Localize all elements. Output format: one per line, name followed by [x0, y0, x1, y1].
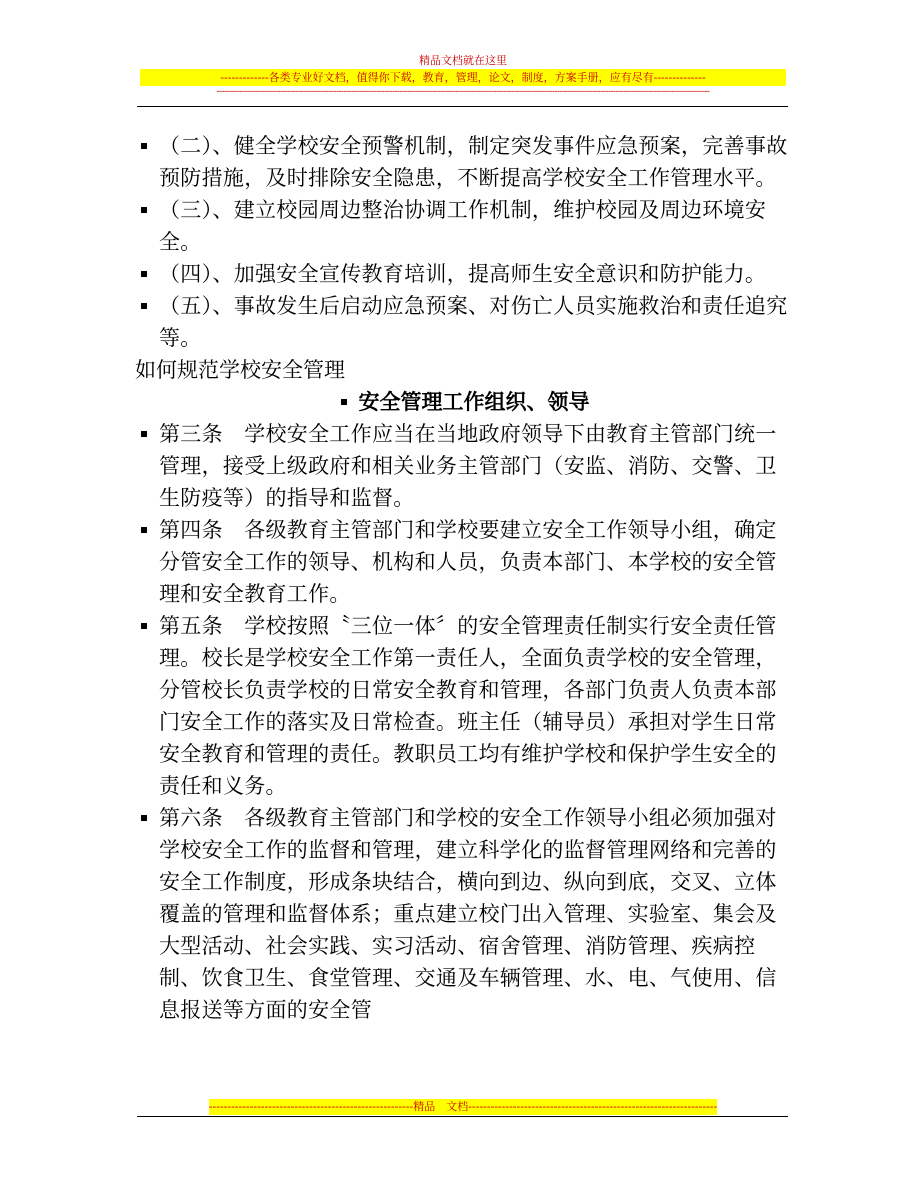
section-heading-text: 安全管理工作组织、领导: [358, 389, 590, 414]
page-header: [140, 52, 786, 98]
page-footer: [140, 1099, 786, 1115]
square-bullet-icon: [341, 399, 347, 405]
square-bullet-icon: [141, 143, 147, 149]
list-item-text: （四）、加强安全宣传教育培训，提高师生安全意识和防护能力。: [159, 262, 767, 286]
article-item: [135, 802, 795, 1026]
header-dashes: --------------------------------------------------------------------------------------------------------------------------------------------------------------------------------------------------: [216, 87, 710, 97]
square-bullet-icon: [141, 271, 147, 277]
square-bullet-icon: [141, 303, 147, 309]
list-item: [135, 194, 795, 258]
square-bullet-icon: [141, 431, 147, 437]
list-item: [135, 130, 795, 194]
document-body: [135, 130, 795, 1026]
article-item: [135, 514, 795, 610]
header-title: 精品文档就在这里: [419, 54, 507, 67]
article-text: 第五条 学校按照〝三位一体〞的安全管理责任制实行安全责任管理。校长是学校安全工作第一责任人，全面负责学校的安全管理，分管校长负责学校的日常安全教育和管理，各部门负责人负责本部门安全工作的落实及日常检查。班主任（辅导员）承担对学生日常安全教育和管理的责任。教职员工均有维护学校和保护学生安全的责任和义务。: [159, 614, 777, 798]
square-bullet-icon: [141, 815, 147, 821]
list-item-text: （五）、事故发生后启动应急预案、对伤亡人员实施救治和责任追究等。: [159, 294, 788, 350]
footer-text: -------------------------------------------------------精品 文档-------------------------------------------------------------------: [208, 1100, 718, 1113]
article-text: 第三条 学校安全工作应当在当地政府领导下由教育主管部门统一管理，接受上级政府和相关业务主管部门（安监、消防、交警、卫生防疫等）的指导和监督。: [159, 422, 777, 510]
square-bullet-icon: [141, 207, 147, 213]
list-item-text: （二）、健全学校安全预警机制，制定突发事件应急预案，完善事故预防措施，及时排除安全隐患，不断提高学校安全工作管理水平。: [159, 134, 788, 190]
square-bullet-icon: [141, 623, 147, 629]
header-tagline: -------------各类专业好文档，值得你下载，教育，管理，论文，制度，方案手册，应有尽有--------------: [140, 69, 786, 86]
plain-heading: 如何规范学校安全管理: [135, 358, 345, 382]
square-bullet-icon: [141, 527, 147, 533]
list-item-text: （三）、建立校园周边整治协调工作机制，维护校园及周边环境安全。: [159, 198, 767, 254]
article-text: 第四条 各级教育主管部门和学校要建立安全工作领导小组，确定分管安全工作的领导、机构和人员，负责本部门、本学校的安全管理和安全教育工作。: [159, 518, 777, 606]
article-item: [135, 418, 795, 514]
article-item: [135, 610, 795, 802]
section-heading: [135, 386, 795, 418]
article-text: 第六条 各级教育主管部门和学校的安全工作领导小组必须加强对学校安全工作的监督和管理，建立科学化的监督管理网络和完善的安全工作制度，形成条块结合，横向到边、纵向到底，交叉、立体覆盖的管理和监督体系；重点建立校门出入管理、实验室、集会及大型活动、社会实践、实习活动、宿舍管理、消防管理、疾病控制、饮食卫生、食堂管理、交通及车辆管理、水、电、气使用、信息报送等方面的安全管: [159, 806, 777, 1022]
list-item: [135, 290, 795, 354]
header-rule: [137, 106, 788, 107]
list-item: [135, 258, 795, 290]
footer-rule: [137, 1116, 788, 1117]
